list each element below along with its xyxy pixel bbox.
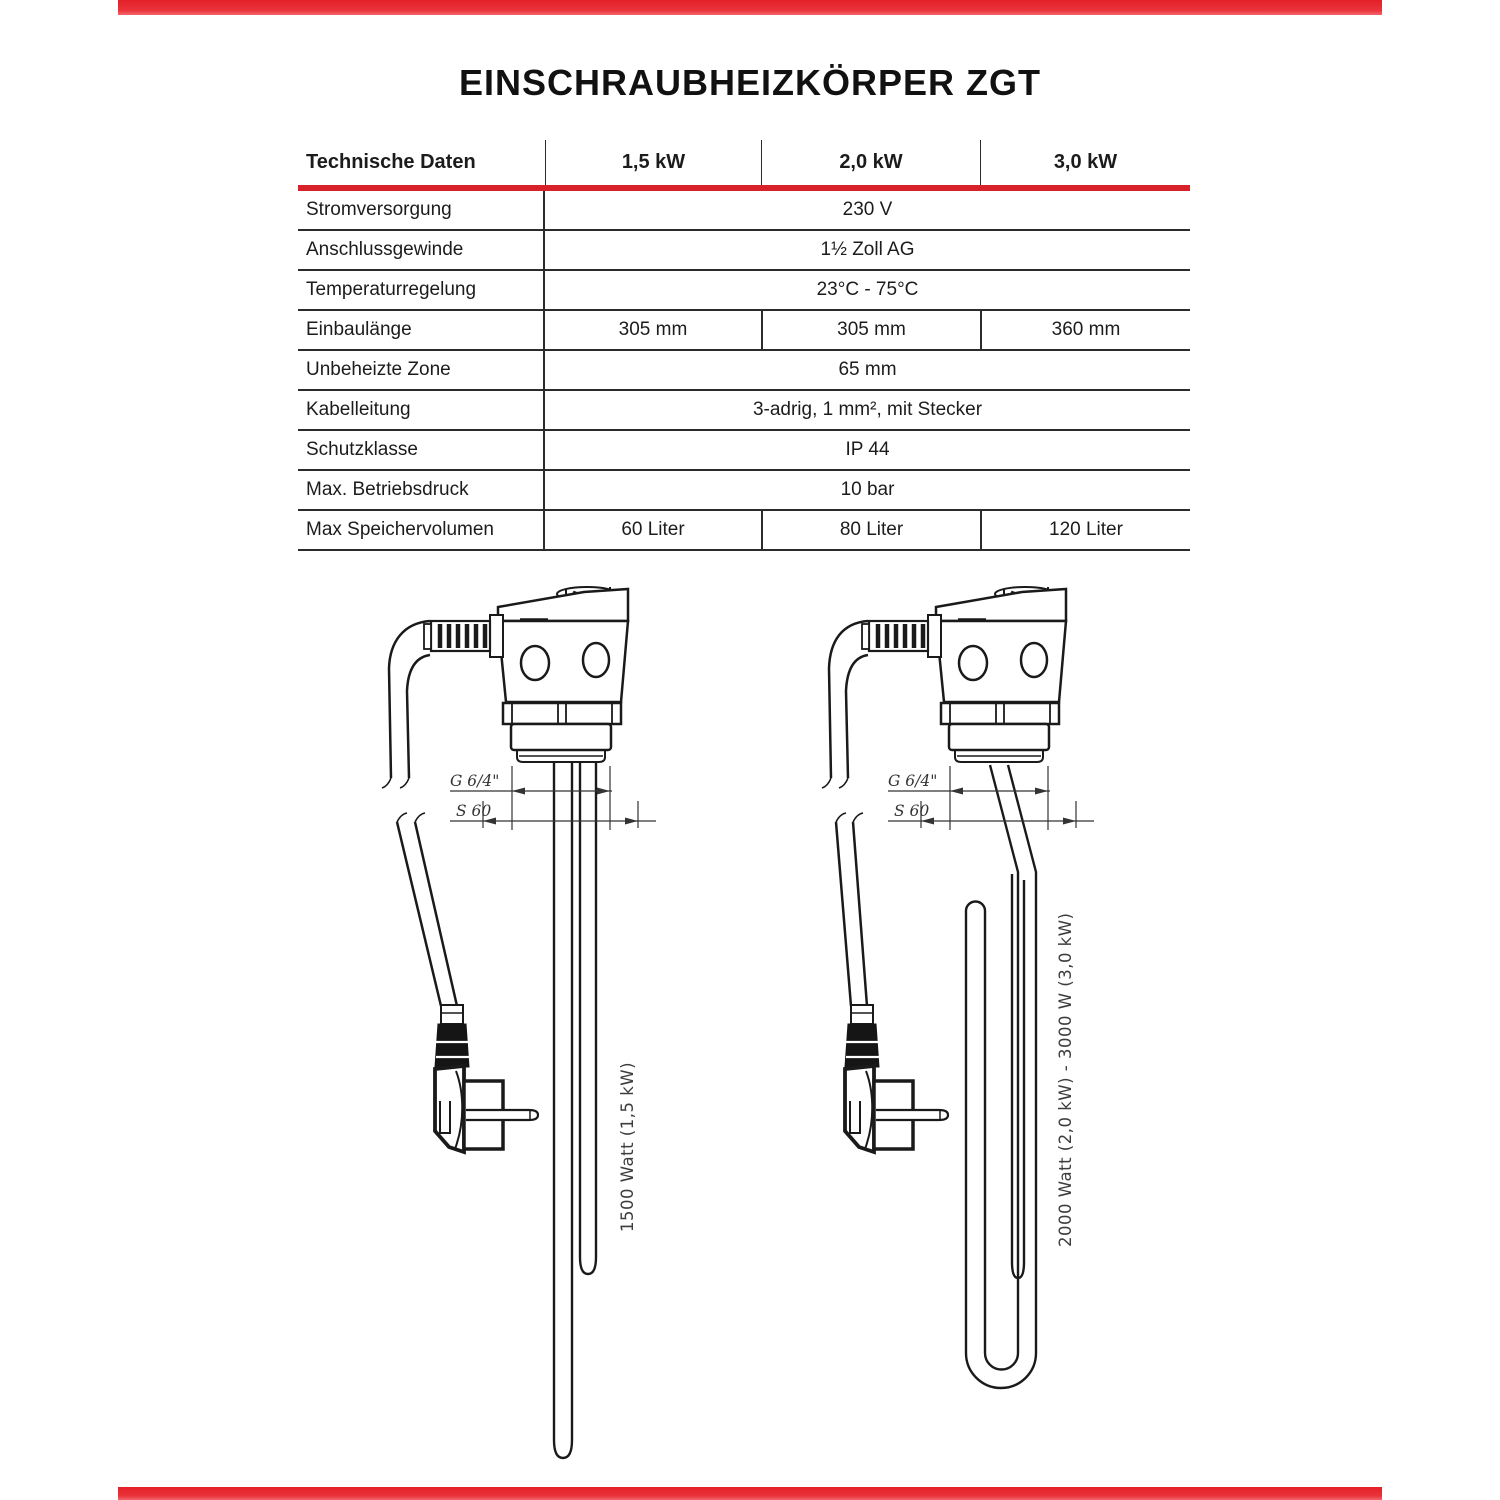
table-row	[298, 431, 1190, 471]
drawing-heater-2000-3000w	[822, 587, 1094, 1388]
row-label: Stromversorgung	[298, 191, 545, 229]
table-row	[298, 391, 1190, 431]
power-cable	[382, 621, 457, 1006]
drawing-heater-1500w	[382, 587, 656, 1458]
table-header-label: Technische Daten	[306, 151, 476, 173]
row-value: 305 mm	[761, 311, 980, 349]
row-value: 360 mm	[980, 311, 1190, 349]
row-value: 65 mm	[838, 359, 897, 380]
top-red-bar	[118, 0, 1382, 15]
row-value: 80 Liter	[761, 511, 980, 549]
row-label: Anschlussgewinde	[298, 231, 545, 269]
technical-drawings	[0, 540, 1500, 1500]
table-row	[298, 471, 1190, 511]
row-label: Max Speichervolumen	[298, 511, 545, 549]
row-value: 23°C - 75°C	[816, 279, 919, 300]
dimension-lines	[888, 766, 1094, 830]
row-value: 1½ Zoll AG	[820, 239, 915, 260]
table-row	[298, 351, 1190, 391]
page-title: EINSCHRAUBHEIZKÖRPER ZGT	[458, 62, 1042, 103]
table-row	[298, 311, 1190, 351]
row-label: Max. Betriebsdruck	[298, 471, 545, 509]
row-value: 10 bar	[840, 479, 895, 500]
heating-rods	[554, 762, 596, 1458]
row-label: Unbeheizte Zone	[298, 351, 545, 389]
row-value: 3-adrig, 1 mm², mit Stecker	[752, 399, 983, 420]
schuko-plug	[435, 1005, 538, 1152]
row-value: 305 mm	[618, 319, 688, 340]
table-header-col-1: 1,5 kW	[545, 140, 761, 185]
power-cable	[822, 621, 868, 1006]
row-label: Einbaulänge	[298, 311, 545, 349]
row-value: IP 44	[845, 439, 890, 460]
thermostat-head	[424, 587, 628, 762]
table-header-col-3: 3,0 kW	[980, 140, 1190, 185]
row-label: Schutzklasse	[298, 431, 545, 469]
table-row	[298, 191, 1190, 231]
row-value: 120 Liter	[980, 511, 1190, 549]
row-label: Kabelleitung	[298, 391, 545, 429]
spec-table	[298, 140, 1190, 551]
row-value: 230 V	[842, 199, 893, 220]
heating-loop	[966, 765, 1036, 1388]
row-label: Temperaturregelung	[298, 271, 545, 309]
table-row	[298, 271, 1190, 311]
table-header-col-2: 2,0 kW	[761, 140, 980, 185]
bottom-red-bar	[118, 1487, 1382, 1500]
row-value: 60 Liter	[621, 519, 685, 540]
table-row	[298, 231, 1190, 271]
wattage-label-right: 2000 Watt (2,0 kW) - 3000 W (3,0 kW)	[1056, 912, 1075, 1247]
wattage-label-left: 1500 Watt (1,5 kW)	[618, 1061, 637, 1232]
schuko-plug	[845, 1005, 948, 1152]
thermostat-head	[862, 587, 1066, 762]
table-header-row	[298, 140, 1190, 185]
